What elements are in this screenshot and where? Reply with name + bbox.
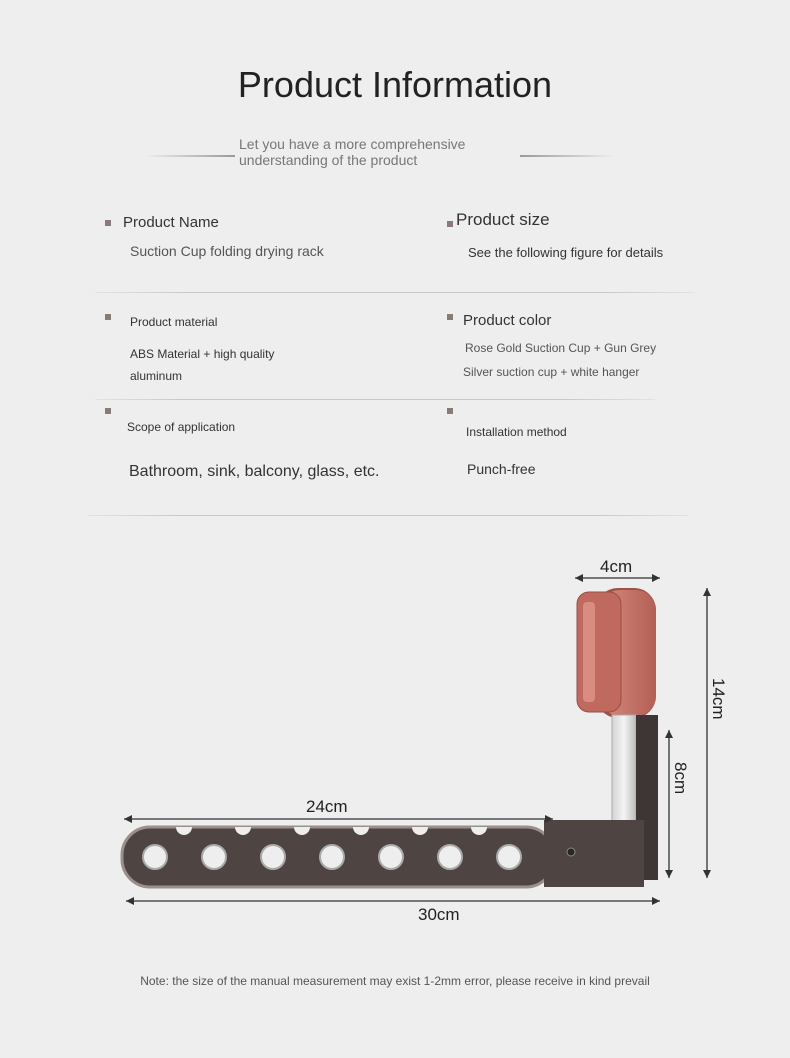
product-name-value: Suction Cup folding drying rack	[130, 243, 324, 259]
vertical-arm	[612, 715, 636, 830]
measurement-note: Note: the size of the manual measurement may exist 1-2mm error, please receive in kind prevail	[140, 974, 650, 988]
product-color-value-1: Rose Gold Suction Cup + Gun Grey	[465, 341, 657, 355]
bullet-icon	[105, 314, 111, 320]
product-size-label: Product size	[456, 210, 550, 229]
scope-label: Scope of application	[127, 420, 236, 434]
suction-cup	[577, 588, 656, 718]
bullet-icon	[447, 408, 453, 414]
decorative-line-left	[145, 155, 235, 157]
installation-value: Punch-free	[467, 461, 536, 477]
section-divider	[88, 515, 688, 516]
dimension-8cm	[665, 730, 690, 878]
dim-label-24cm: 24cm	[306, 797, 348, 816]
dimension-4cm	[575, 557, 660, 582]
product-material-label: Product material	[130, 315, 218, 329]
dim-label-8cm: 8cm	[671, 762, 690, 795]
subtitle-line-1: Let you have a more comprehensive	[239, 136, 466, 152]
decorative-line-right	[520, 155, 615, 157]
product-dimension-diagram	[0, 540, 790, 960]
page-subtitle	[239, 136, 539, 168]
scope-value: Bathroom, sink, balcony, glass, etc.	[129, 463, 380, 480]
dimension-30cm	[126, 897, 660, 924]
product-name-label: Product Name	[123, 214, 219, 231]
product-size-value: See the following figure for details	[468, 245, 664, 260]
bullet-icon	[447, 314, 453, 320]
bullet-icon	[105, 220, 111, 226]
bullet-icon	[105, 408, 111, 414]
installation-label: Installation method	[466, 425, 567, 439]
product-material-value-2: aluminum	[130, 369, 183, 383]
hanger-bar	[122, 820, 644, 887]
dimension-14cm	[703, 588, 728, 878]
dim-label-4cm: 4cm	[600, 557, 633, 576]
dimension-24cm	[124, 797, 553, 823]
bullet-icon	[447, 221, 453, 227]
product-color-label: Product color	[463, 312, 552, 329]
subtitle-line-2: understanding of the product	[239, 152, 418, 168]
dim-label-14cm: 14cm	[709, 678, 728, 720]
page-title: Product Information	[237, 64, 553, 105]
section-divider	[95, 399, 655, 400]
section-divider	[95, 292, 695, 293]
product-material-value-1: ABS Material + high quality	[130, 347, 275, 361]
dim-label-30cm: 30cm	[418, 905, 460, 924]
product-color-value-2: Silver suction cup + white hanger	[463, 365, 640, 379]
